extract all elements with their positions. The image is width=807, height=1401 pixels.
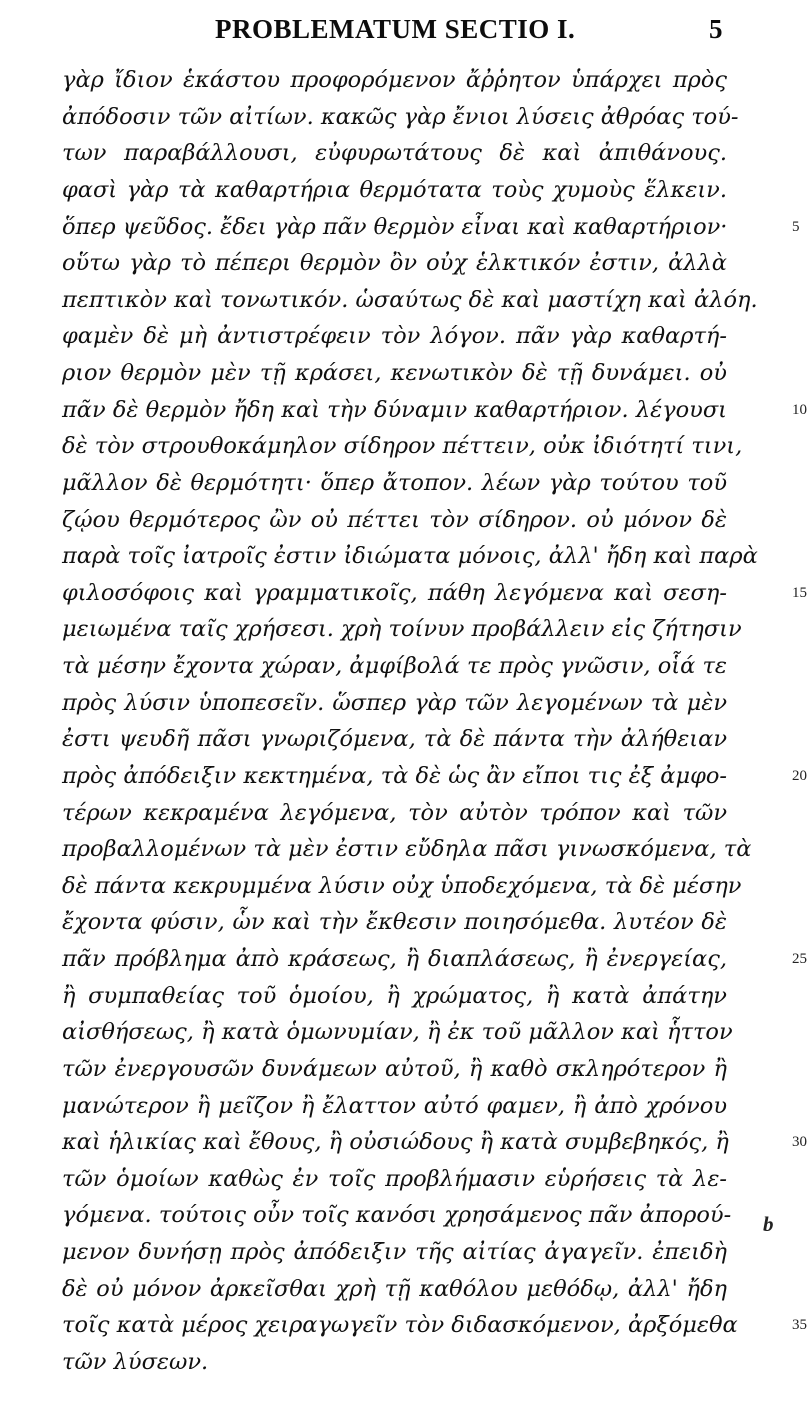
text-line <box>62 978 727 1015</box>
line-text: μανώτερον ἢ μεῖζον ἢ ἔλαττον αὐτό φαμεν, ἢ ἀπὸ χρόνου <box>62 1092 727 1119</box>
text-line <box>62 392 807 429</box>
line-text: ἔχοντα φύσιν, ὧν καὶ τὴν ἔκθεσιν ποιησόμεθα. λυτέον δὲ <box>62 909 727 936</box>
line-text: πεπτικὸν καὶ τονωτικόν. ὡσαύτως δὲ καὶ μαστίχη καὶ ἀλόη. <box>62 286 758 313</box>
text-line <box>62 1051 727 1088</box>
line-text: φασὶ γὰρ τὰ καθαρτήρια θερμότατα τοὺς χυμοὺς ἕλκειν. <box>62 176 727 203</box>
line-text: ριον θερμὸν μὲν τῇ κράσει, κενωτικὸν δὲ τῇ δυνάμει. οὐ <box>62 360 727 386</box>
line-text: δὲ πάντα κεκρυμμένα λύσιν οὐχ ὑποδεχόμενα, τὰ δὲ μέσην <box>62 872 742 899</box>
line-text: ζῴου θερμότερος ὢν οὐ πέττει τὸν σίδηρον. οὐ μόνον δὲ <box>62 506 727 533</box>
line-text: τὰ μέσην ἔχοντα χώραν, ἀμφίβολά τε πρὸς γνῶσιν, οἷά τε <box>62 653 727 679</box>
line-text: ἀπόδοσιν τῶν αἰτίων. κακῶς γὰρ ἔνιοι λύσεις ἀθρόας τού- <box>62 103 739 130</box>
greek-text-body <box>62 62 807 1381</box>
text-line <box>62 465 727 502</box>
text-line <box>62 209 800 246</box>
line-text: τῶν ὁμοίων καθὼς ἐν τοῖς προβλήμασιν εὑρήσεις τὰ λε- <box>62 1165 727 1192</box>
line-number: 20 <box>792 767 807 784</box>
text-line <box>62 428 743 465</box>
line-text: ὅπερ ψεῦδος. ἔδει γὰρ πᾶν θερμὸν εἶναι καὶ καθαρτήριον· <box>62 213 728 240</box>
line-text: παρὰ τοῖς ἰατροῖς ἐστιν ἰδιώματα μόνοις, ἀλλ' ἤδη καὶ παρὰ <box>62 543 758 570</box>
line-text: των παραβάλλουσι, εὐφυρωτάτους δὲ καὶ ἀπιθάνους. <box>62 140 727 167</box>
line-number: 30 <box>792 1134 807 1151</box>
line-number: 10 <box>792 401 807 418</box>
line-text: μειωμένα ταῖς χρήσεσι. χρὴ τοίνυν προβάλλειν εἰς ζήτησιν <box>62 616 742 643</box>
line-text: αἰσθήσεως, ἢ κατὰ ὁμωνυμίαν, ἢ ἐκ τοῦ μᾶλλον καὶ ἧττον <box>62 1019 733 1046</box>
text-line <box>62 245 727 282</box>
line-text: ἐστι ψευδῆ πᾶσι γνωριζόμενα, τὰ δὲ πάντα τὴν ἀλήθειαν <box>62 726 727 753</box>
line-text: τοῖς κατὰ μέρος χειραγωγεῖν τὸν διδασκόμενον, ἀρξόμεθα <box>62 1312 738 1339</box>
text-line <box>62 685 727 722</box>
line-text: φαμὲν δὲ μὴ ἀντιστρέφειν τὸν λόγον. πᾶν γὰρ καθαρτή- <box>62 323 727 350</box>
line-number: 15 <box>792 584 807 601</box>
line-text: γόμενα. τούτοις οὖν τοῖς κανόσι χρησάμενος πᾶν ἀπορού- <box>62 1202 732 1229</box>
line-text: πᾶν δὲ θερμὸν ἤδη καὶ τὴν δύναμιν καθαρτήριον. λέγουσι <box>62 396 727 423</box>
line-number: 35 <box>792 1317 807 1334</box>
text-line <box>62 941 807 978</box>
text-line <box>62 831 752 868</box>
margin-note: b <box>763 1212 774 1236</box>
text-line <box>62 1307 807 1344</box>
text-line <box>62 99 739 136</box>
text-line <box>62 135 727 172</box>
line-text: πρὸς λύσιν ὑποπεσεῖν. ὥσπερ γὰρ τῶν λεγομένων τὰ μὲν <box>62 689 727 716</box>
text-line <box>62 1271 727 1308</box>
text-line <box>62 758 807 795</box>
text-line <box>62 611 742 648</box>
text-line <box>62 648 727 685</box>
line-text: τῶν λύσεων. <box>62 1348 209 1375</box>
line-number: 25 <box>792 951 807 967</box>
page-number: 5 <box>709 14 723 44</box>
text-line <box>62 1088 727 1125</box>
text-line <box>62 172 727 209</box>
text-line <box>62 1197 732 1234</box>
line-text: οὕτω γὰρ τὸ πέπερι θερμὸν ὂν οὐχ ἑλκτικόν ἐστιν, ἀλλὰ <box>62 250 727 277</box>
line-text: τέρων κεκραμένα λεγόμενα, τὸν αὐτὸν τρόπον καὶ τῶν <box>62 799 727 826</box>
text-line <box>62 904 727 941</box>
text-line <box>62 1124 807 1161</box>
line-text: προβαλλομένων τὰ μὲν ἐστιν εὔδηλα πᾶσι γινωσκόμενα, τὰ <box>62 836 752 863</box>
text-line <box>62 721 727 758</box>
text-line <box>62 1161 727 1198</box>
line-text: τῶν ἐνεργουσῶν δυνάμεων αὐτοῦ, ἢ καθὸ σκληρότερον ἢ <box>62 1055 727 1082</box>
text-line <box>62 62 727 99</box>
text-line <box>62 538 758 575</box>
line-text: δὲ οὐ μόνον ἀρκεῖσθαι χρὴ τῇ καθόλου μεθόδῳ, ἀλλ' ἤδη <box>62 1275 727 1302</box>
running-head: PROBLEMATUM SECTIO I. <box>215 14 576 44</box>
line-text: δὲ τὸν στρουθοκάμηλον σίδηρον πέττειν, οὐκ ἰδιότητί τινι, <box>62 433 743 460</box>
text-line <box>62 1014 733 1051</box>
line-text: πρὸς ἀπόδειξιν κεκτημένα, τὰ δὲ ὡς ἂν εἴποι τις ἐξ ἀμφο- <box>62 762 727 789</box>
text-line <box>62 868 742 905</box>
line-text: καὶ ἡλικίας καὶ ἔθους, ἢ οὐσιώδους ἢ κατὰ συμβεβηκός, ἢ <box>62 1129 729 1156</box>
text-line <box>62 502 727 539</box>
line-text: ἢ συμπαθείας τοῦ ὁμοίου, ἢ χρώματος, ἢ κατὰ ἀπάτην <box>62 982 727 1009</box>
text-line <box>62 575 807 612</box>
text-line <box>62 1344 727 1381</box>
line-text: μᾶλλον δὲ θερμότητι· ὅπερ ἄτοπον. λέων γὰρ τούτου τοῦ <box>62 469 727 496</box>
text-line <box>62 318 727 355</box>
line-text: πᾶν πρόβλημα ἀπὸ κράσεως, ἢ διαπλάσεως, ἢ ἐνεργείας, <box>62 946 727 972</box>
line-number: 5 <box>792 218 800 235</box>
text-line <box>62 282 758 319</box>
text-line <box>62 355 727 392</box>
line-text: μενον δυνήσῃ πρὸς ἀπόδειξιν τῆς αἰτίας ἀγαγεῖν. ἐπειδὴ <box>62 1239 727 1265</box>
text-line <box>62 795 727 832</box>
line-text: φιλοσόφοις καὶ γραμματικοῖς, πάθη λεγόμενα καὶ σεση- <box>62 579 727 606</box>
line-text: γὰρ ἴδιον ἑκάστου προφορόμενον ἄῤῥητον ὑπάρχει πρὸς <box>62 67 727 93</box>
text-line <box>62 1234 727 1271</box>
